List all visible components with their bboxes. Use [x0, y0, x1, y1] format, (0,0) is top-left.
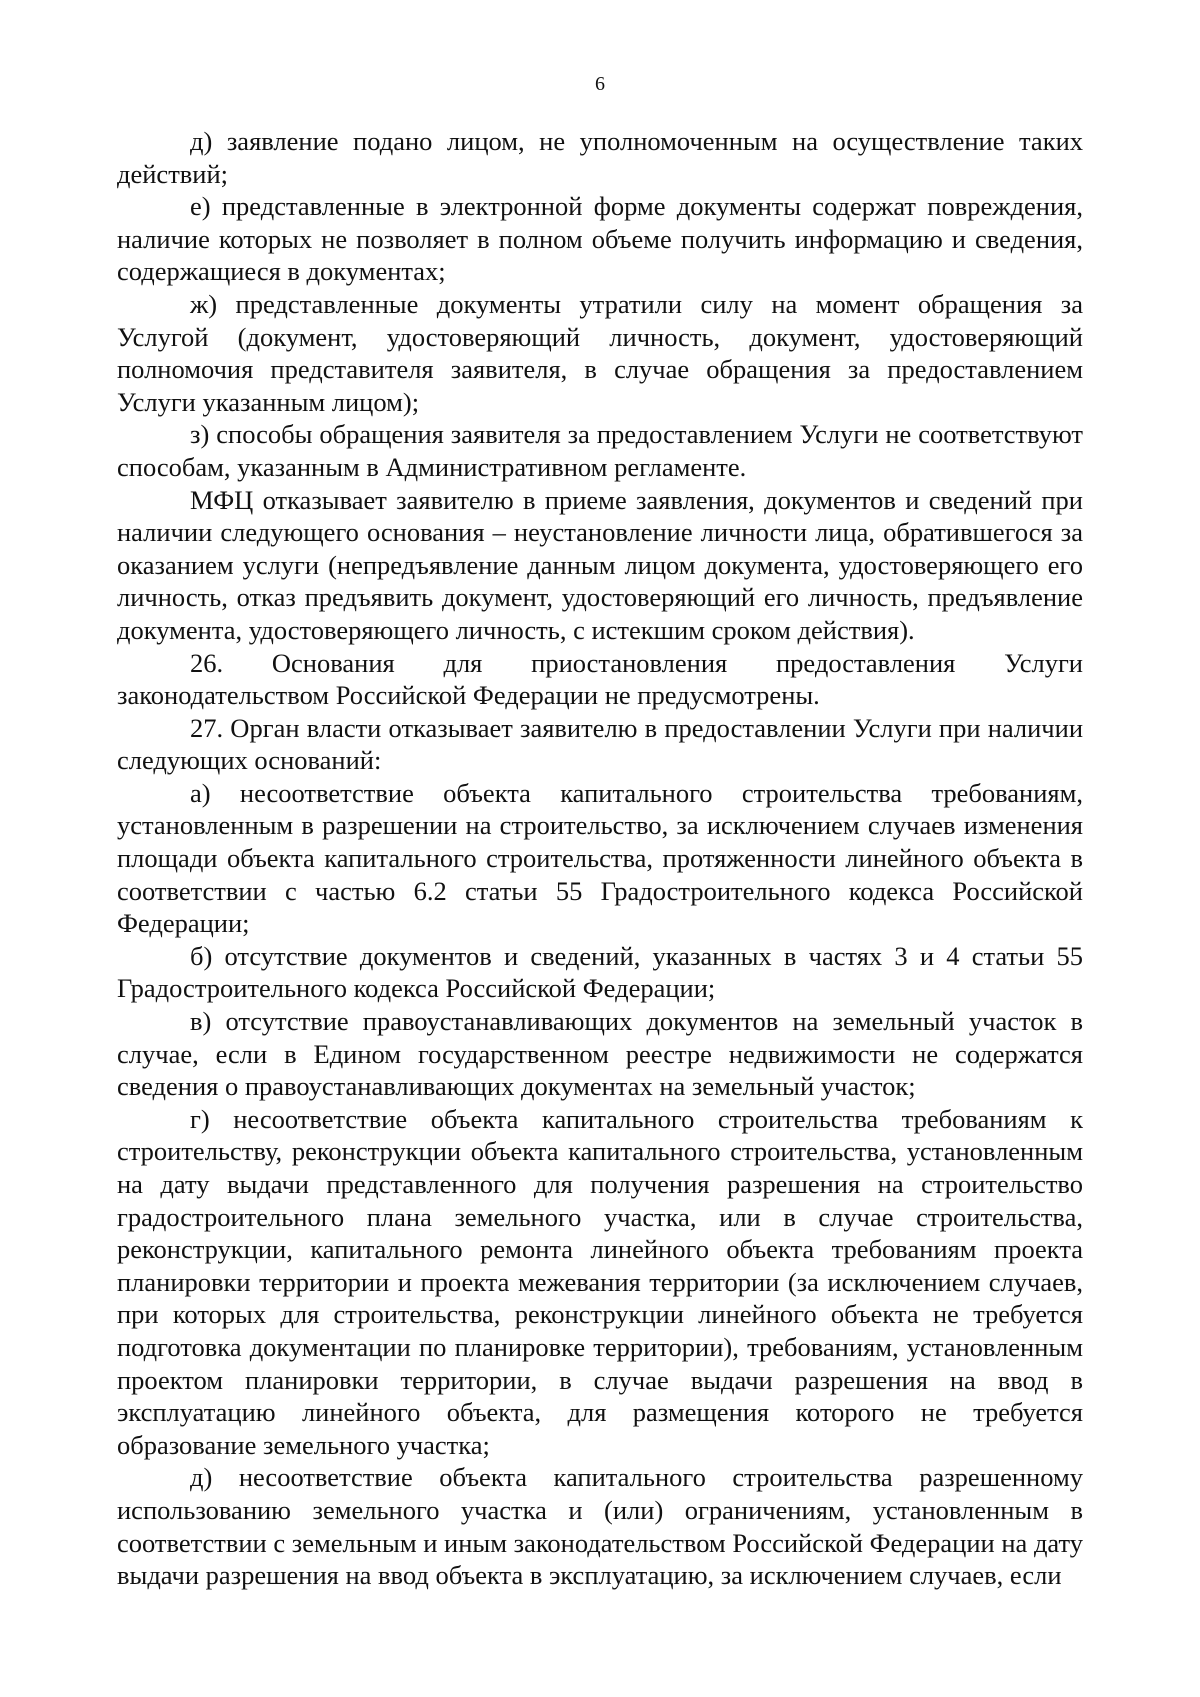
paragraph-z-methods: з) способы обращения заявителя за предоставлением Услуги не соответствуют способам, указанным в Административном регламенте. — [117, 419, 1083, 482]
document-body — [117, 125, 1083, 1592]
paragraph-27-refusal-grounds: 27. Орган власти отказывает заявителю в предоставлении Услуги при наличии следующих оснований: — [117, 712, 1083, 776]
paragraph-b-missing-documents: б) отсутствие документов и сведений, указанных в частях 3 и 4 статьи 55 Градостроительного кодекса Российской Федерации; — [117, 940, 1083, 1004]
paragraph-mfc-refusal: МФЦ отказывает заявителю в приеме заявления, документов и сведений при наличии следующего основания – неустановление личности лица, обратившегося за оказанием услуги (непредъявление данным лицом документа, удостоверяющего его личность, отказ предъявить документ, удостоверяющий его личность, предъявление документа, удостоверяющего личность, с истекшим сроком действия). — [117, 484, 1083, 645]
paragraph-d-permitted-use: д) несоответствие объекта капитального строительства разрешенному использованию земельного участка и (или) ограничениям, установленным в соответствии с земельным и иным законодательством Российской Федерации на дату выдачи разрешения на ввод объекта в эксплуатацию, за исключением случаев, если — [117, 1462, 1083, 1591]
paragraph-e-damaged-documents: е) представленные в электронной форме документы содержат повреждения, наличие которых не позволяет в полном объеме получить информацию и сведения, содержащиеся в документах; — [117, 191, 1083, 287]
paragraph-a-nonconformity: а) несоответствие объекта капитального строительства требованиям, установленным в разрешении на строительство, за исключением случаев изменения площади объекта капитального строительства, протяженности линейного объекта в соответствии с частью 6.2 статьи 55 Градостроительного кодекса Российской Федерации; — [117, 777, 1083, 939]
page-number: 6 — [595, 73, 605, 95]
paragraph-zh-expired-documents: ж) представленные документы утратили силу на момент обращения за Услугой (документ, удостоверяющий личность, документ, удостоверяющий полномочия представителя заявителя, в случае обращения за предоставлением Услуги указанным лицом); — [117, 288, 1083, 417]
paragraph-26-suspension: 26. Основания для приостановления предоставления Услуги законодательством Российской Федерации не предусмотрены. — [117, 647, 1083, 711]
paragraph-g-planning-requirements: г) несоответствие объекта капитального строительства требованиям к строительству, реконструкции объекта капитального строительства, установленным на дату выдачи представленного для получения разрешения на строительство градостроительного плана земельного участка, или в случае строительства, реконструкции, капитального ремонта линейного объекта требованиям проекта планировки территории и проекта межевания территории (за исключением случаев, при которых для строительства, реконструкции линейного объекта не требуется подготовка документации по планировке территории), требованиям, установленным проектом планировки территории, в случае выдачи разрешения на ввод в эксплуатацию линейного объекта, для размещения которого не требуется образование земельного участка; — [117, 1103, 1083, 1460]
paragraph-d-unauthorized: д) заявление подано лицом, не уполномоченным на осуществление таких действий; — [117, 126, 1083, 189]
paragraph-v-title-documents: в) отсутствие правоустанавливающих документов на земельный участок в случае, если в Едином государственном реестре недвижимости не содержатся сведения о правоустанавливающих документах на земельный участок; — [117, 1006, 1083, 1102]
